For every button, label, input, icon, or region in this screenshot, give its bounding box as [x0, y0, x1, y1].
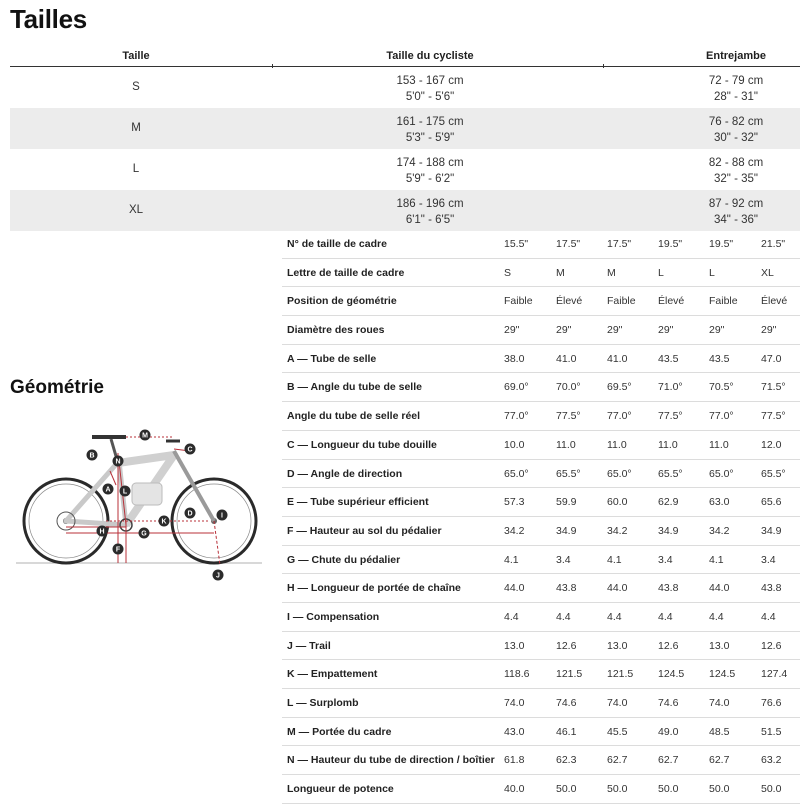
- geometry-value: 57.3: [504, 496, 525, 509]
- diagram-marker-b: [87, 450, 98, 461]
- geometry-value: L: [658, 266, 664, 279]
- geometry-value: 74.6: [556, 697, 577, 709]
- geometry-value: 65.5°: [761, 467, 786, 480]
- diagram-marker-f: [113, 544, 124, 555]
- geometry-value: 17.5": [607, 238, 632, 250]
- svg-text:B: B: [89, 452, 95, 460]
- geometry-value: 74.0: [607, 697, 628, 709]
- geometry-row-label: E — Tube supérieur efficient: [287, 496, 429, 509]
- geometry-value: 59.9: [556, 496, 577, 509]
- geometry-value: 4.4: [658, 610, 673, 623]
- header-inseam: Entrejambe: [706, 50, 766, 62]
- geometry-value: 74.0: [504, 697, 525, 709]
- geometry-row-label: Position de géométrie: [287, 295, 397, 308]
- inseam: [709, 155, 763, 187]
- sizes-table: [10, 42, 800, 231]
- geometry-value: 43.8: [658, 582, 679, 595]
- geometry-value: Élevé: [556, 295, 583, 308]
- geometry-value: 46.1: [556, 725, 577, 738]
- geometry-value: 34.2: [709, 524, 730, 537]
- geometry-row: [282, 603, 800, 632]
- inseam-cm: 72 - 79 cm: [708, 75, 764, 87]
- geometry-value: 12.6: [556, 639, 577, 652]
- geometry-value: M: [556, 266, 565, 279]
- geometry-value: 43.5: [658, 352, 679, 365]
- diagram-marker-g: [139, 528, 150, 539]
- geometry-row-label: N — Hauteur du tube de direction / boîtier: [287, 754, 495, 767]
- geometry-value: 74.6: [658, 697, 679, 709]
- diagram-marker-c: [185, 444, 196, 455]
- geometry-row-label: Diamètre des roues: [287, 324, 385, 337]
- inseam-in: 30" - 32": [714, 132, 758, 144]
- geometry-row-label: F — Hauteur au sol du pédalier: [287, 524, 442, 537]
- geometry-value: 62.7: [607, 754, 628, 767]
- geometry-row: [282, 259, 800, 288]
- geometry-row-label: Longueur de potence: [287, 783, 394, 796]
- geometry-row: [282, 345, 800, 374]
- geometry-value: 121.5: [607, 668, 634, 681]
- geometry-row: [282, 517, 800, 546]
- geometry-value: 4.4: [504, 610, 519, 623]
- rider-height-cm: 186 - 196 cm: [396, 198, 464, 210]
- geometry-value: 50.0: [556, 783, 577, 796]
- inseam-in: 32" - 35": [714, 173, 758, 185]
- geometry-value: 77.0°: [709, 410, 734, 423]
- geometry-value: 41.0: [556, 352, 577, 365]
- rider-height-ft: 6'1" - 6'5": [405, 214, 455, 226]
- geometry-value: 65.0°: [607, 467, 632, 480]
- geometry-value: 69.0°: [504, 381, 529, 394]
- geometry-value: 43.8: [761, 582, 782, 595]
- geometry-row: [282, 574, 800, 603]
- geometry-row: [282, 460, 800, 489]
- diagram-marker-l: [120, 486, 131, 497]
- diagram-marker-n: [113, 456, 124, 467]
- geometry-value: 124.5: [709, 668, 736, 681]
- inseam-cm: 87 - 92 cm: [708, 198, 764, 210]
- geometry-value: 12.0: [761, 438, 782, 451]
- geometry-value: 70.5°: [709, 381, 734, 394]
- geometry-value: M: [607, 266, 616, 279]
- geometry-value: 12.6: [658, 639, 679, 652]
- inseam: [709, 73, 763, 105]
- geometry-value: 21.5": [761, 238, 786, 250]
- inseam-cm: 76 - 82 cm: [708, 116, 764, 128]
- diagram-marker-k: [159, 516, 170, 527]
- rider-height-ft: 5'9" - 6'2": [405, 173, 455, 185]
- geometry-value: 124.5: [658, 668, 685, 681]
- geometry-value: 4.4: [709, 610, 724, 623]
- geometry-title: Géométrie: [10, 377, 104, 398]
- svg-text:G: G: [141, 530, 147, 538]
- geometry-value: 3.4: [761, 553, 776, 566]
- geometry-value: L: [709, 266, 715, 279]
- size-row: [10, 190, 800, 231]
- geometry-value: 3.4: [658, 553, 673, 566]
- geometry-value: 29": [607, 324, 623, 337]
- svg-text:H: H: [99, 528, 105, 536]
- geometry-value: 77.5°: [761, 410, 786, 423]
- geometry-row-label: A — Tube de selle: [287, 352, 377, 365]
- geometry-value: 40.0: [504, 783, 525, 796]
- geometry-value: Faible: [709, 295, 738, 308]
- svg-text:J: J: [216, 572, 220, 580]
- geometry-value: Faible: [504, 295, 533, 308]
- geometry-value: 34.2: [607, 524, 628, 537]
- geometry-row-label: M — Portée du cadre: [287, 725, 392, 738]
- geometry-row: [282, 746, 800, 775]
- diagram-marker-d: [185, 508, 196, 519]
- geometry-row: [282, 718, 800, 747]
- rider-height-cm: 153 - 167 cm: [396, 75, 464, 87]
- motor-battery: [132, 483, 162, 505]
- geometry-row-label: J — Trail: [287, 639, 331, 652]
- rider-height: [396, 114, 463, 146]
- svg-text:N: N: [115, 458, 121, 466]
- geometry-value: 69.5°: [607, 381, 632, 394]
- sizes-table-body: [10, 67, 800, 231]
- size-label: M: [131, 122, 141, 134]
- geometry-value: 43.5: [709, 352, 730, 365]
- geometry-row-label: B — Angle du tube de selle: [287, 381, 422, 394]
- geometry-value: 61.8: [504, 754, 525, 767]
- geometry-value: 44.0: [504, 582, 525, 595]
- geometry-row: [282, 632, 800, 661]
- geometry-value: 38.0: [504, 352, 525, 365]
- geometry-value: 71.0°: [658, 381, 683, 394]
- sizes-table-header: [10, 42, 800, 67]
- geometry-value: 13.0: [709, 639, 730, 652]
- header-size: Taille: [122, 50, 150, 62]
- geometry-row: [282, 402, 800, 431]
- geometry-value: Faible: [607, 295, 636, 308]
- geometry-value: 15.5": [504, 238, 529, 250]
- size-row: [10, 149, 800, 190]
- geometry-row-label: Lettre de taille de cadre: [287, 266, 405, 279]
- geometry-value: 48.5: [709, 725, 730, 738]
- geometry-value: 50.0: [761, 783, 782, 796]
- svg-text:C: C: [187, 446, 193, 454]
- geometry-value: 29": [709, 324, 725, 337]
- geometry-value: 70.0°: [556, 381, 581, 394]
- geometry-row-label: Angle du tube de selle réel: [287, 410, 421, 423]
- geometry-row-label: D — Angle de direction: [287, 467, 403, 480]
- geometry-row-label: L — Surplomb: [287, 697, 359, 709]
- geometry-value: 44.0: [709, 582, 730, 595]
- geometry-row: [282, 230, 800, 259]
- geometry-row: [282, 689, 800, 718]
- geometry-value: 47.0: [761, 352, 782, 365]
- geometry-value: 19.5": [658, 238, 683, 250]
- diagram-marker-m: [140, 430, 151, 441]
- geometry-value: 43.8: [556, 582, 577, 595]
- geometry-value: 4.4: [761, 610, 776, 623]
- geometry-value: 65.5°: [556, 467, 581, 480]
- geometry-value: 12.6: [761, 639, 782, 652]
- sizes-title: Tailles: [10, 4, 87, 34]
- geometry-value: 45.5: [607, 725, 628, 738]
- geometry-value: 3.4: [556, 553, 571, 566]
- rider-height-ft: 5'0" - 5'6": [405, 91, 455, 103]
- rider-height-ft: 5'3" - 5'9": [405, 132, 455, 144]
- diagram-marker-j: [213, 570, 224, 581]
- diagram-marker-h: [97, 526, 108, 537]
- geometry-value: 44.0: [607, 582, 628, 595]
- geometry-value: 77.5°: [556, 410, 581, 423]
- geometry-value: 41.0: [607, 352, 628, 365]
- svg-text:A: A: [105, 486, 111, 494]
- geometry-value: 62.3: [556, 754, 577, 767]
- svg-text:K: K: [161, 518, 167, 526]
- geometry-row: [282, 660, 800, 689]
- geometry-value: Élevé: [761, 295, 788, 308]
- svg-text:F: F: [115, 546, 121, 554]
- inseam: [709, 196, 763, 228]
- svg-text:D: D: [187, 510, 193, 518]
- geometry-row: [282, 488, 800, 517]
- geometry-value: 77.0°: [504, 410, 529, 423]
- geometry-value: 4.1: [504, 553, 519, 566]
- geometry-row-label: G — Chute du pédalier: [287, 553, 401, 566]
- geometry-row-label: N° de taille de cadre: [287, 238, 387, 250]
- geometry-table: [282, 230, 800, 804]
- rider-height-cm: 161 - 175 cm: [396, 116, 464, 128]
- rider-height-cm: 174 - 188 cm: [396, 157, 464, 169]
- size-row: [10, 67, 800, 108]
- geometry-value: 34.9: [556, 524, 577, 537]
- geometry-value: 74.0: [709, 697, 730, 709]
- geometry-value: 34.9: [658, 524, 679, 537]
- geometry-value: 43.0: [504, 725, 525, 738]
- svg-text:I: I: [221, 512, 223, 520]
- geometry-value: 11.0: [709, 438, 729, 451]
- geometry-row: [282, 546, 800, 575]
- geometry-value: 50.0: [658, 783, 679, 796]
- geometry-value: 76.6: [761, 697, 782, 709]
- geometry-value: 62.9: [658, 496, 679, 509]
- diagram-marker-i: [217, 510, 228, 521]
- geometry-value: 50.0: [607, 783, 628, 796]
- geometry-row: [282, 287, 800, 316]
- geometry-value: 34.9: [761, 524, 782, 537]
- geometry-value: 65.6: [761, 496, 782, 509]
- geometry-row: [282, 775, 800, 804]
- geometry-row-label: C — Longueur du tube douille: [287, 438, 437, 451]
- geometry-value: 50.0: [709, 783, 730, 796]
- geometry-value: 4.1: [709, 553, 724, 566]
- geometry-value: 29": [658, 324, 674, 337]
- geometry-row-label: H — Longueur de portée de chaîne: [287, 582, 461, 595]
- geometry-value: 29": [504, 324, 520, 337]
- rider-height: [396, 196, 463, 228]
- geometry-value: XL: [761, 266, 774, 279]
- geometry-value: 4.4: [556, 610, 571, 623]
- geometry-value: 11.0: [658, 438, 678, 451]
- svg-text:L: L: [122, 488, 128, 496]
- size-label: L: [132, 163, 140, 175]
- inseam-cm: 82 - 88 cm: [708, 157, 764, 169]
- inseam-in: 34" - 36": [714, 214, 758, 226]
- geometry-value: 29": [761, 324, 777, 337]
- inseam-in: 28" - 31": [714, 91, 758, 103]
- geometry-row: [282, 373, 800, 402]
- geometry-value: 29": [556, 324, 572, 337]
- geometry-value: 62.7: [709, 754, 730, 767]
- geometry-value: 63.0: [709, 496, 730, 509]
- bike-geometry-diagram: [14, 425, 264, 585]
- geometry-row: [282, 316, 800, 345]
- geometry-row-label: I — Compensation: [287, 610, 380, 623]
- size-label: XL: [128, 204, 144, 216]
- size-label: S: [132, 81, 140, 93]
- geometry-value: 60.0: [607, 496, 628, 509]
- geometry-value: S: [504, 266, 512, 279]
- geometry-value: 11.0: [556, 438, 576, 451]
- svg-text:M: M: [142, 432, 148, 440]
- rider-height: [396, 73, 463, 105]
- geometry-value: Élevé: [658, 295, 685, 308]
- geometry-value: 127.4: [761, 668, 788, 681]
- geometry-value: 65.5°: [658, 467, 683, 480]
- header-rider-height: Taille du cycliste: [386, 50, 474, 62]
- diagram-marker-a: [103, 484, 114, 495]
- geometry-value: 121.5: [556, 668, 583, 681]
- geometry-value: 65.0°: [709, 467, 734, 480]
- geometry-value: 49.0: [658, 725, 679, 738]
- geometry-row: [282, 431, 800, 460]
- geometry-value: 13.0: [607, 639, 628, 652]
- geometry-value: 77.0°: [607, 410, 632, 423]
- geometry-value: 4.4: [607, 610, 622, 623]
- geometry-value: 65.0°: [504, 467, 529, 480]
- geometry-value: 19.5": [709, 238, 734, 250]
- geometry-value: 71.5°: [761, 381, 786, 394]
- geometry-row-label: K — Empattement: [287, 668, 378, 681]
- geometry-value: 10.0: [504, 438, 525, 451]
- geometry-value: 34.2: [504, 524, 525, 537]
- geometry-value: 17.5": [556, 238, 581, 250]
- inseam: [709, 114, 763, 146]
- geometry-value: 62.7: [658, 754, 679, 767]
- geometry-value: 118.6: [504, 668, 530, 681]
- geometry-value: 63.2: [761, 754, 782, 767]
- geometry-value: 51.5: [761, 725, 782, 738]
- geometry-value: 11.0: [607, 438, 627, 451]
- size-row: [10, 108, 800, 149]
- geometry-value: 77.5°: [658, 410, 683, 423]
- geometry-value: 13.0: [504, 639, 525, 652]
- geometry-value: 4.1: [607, 553, 622, 566]
- rider-height: [396, 155, 463, 187]
